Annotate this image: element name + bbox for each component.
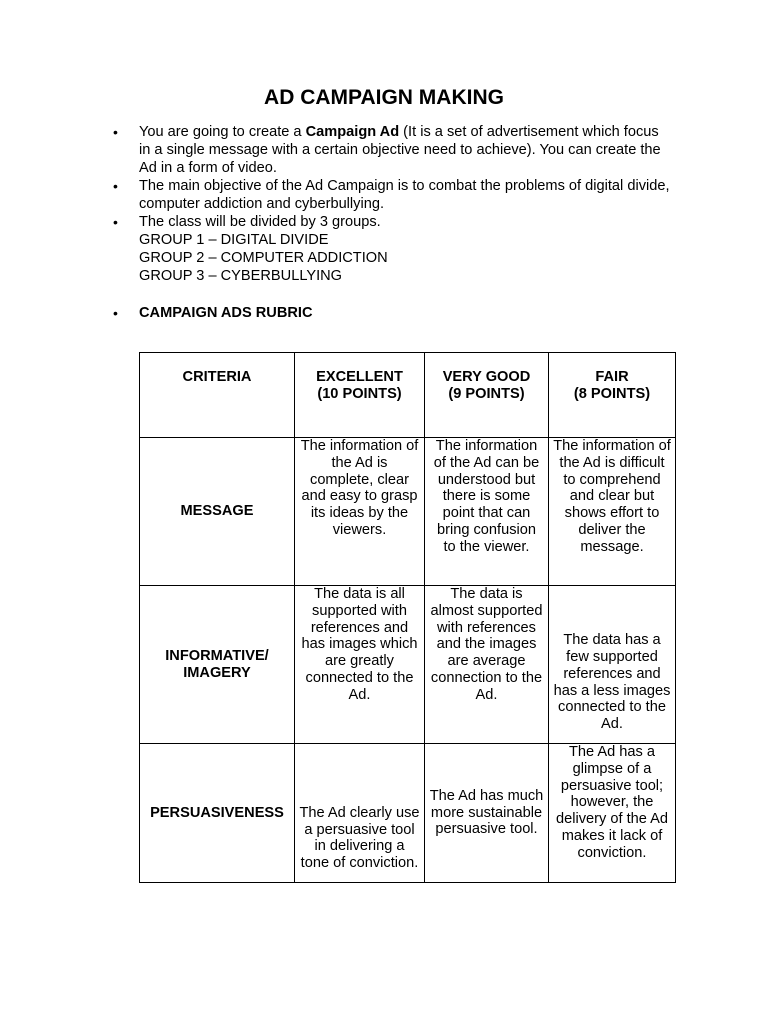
criteria-persuasiveness: PERSUASIVENESS	[140, 744, 295, 883]
rubric-heading-text: CAMPAIGN ADS RUBRIC	[139, 305, 313, 321]
table-row	[140, 438, 676, 586]
page-title: AD CAMPAIGN MAKING	[264, 86, 504, 109]
cell-excellent: The data is all supported with references and has images which are greatly connected to the Ad.	[295, 586, 425, 744]
bullet-text-3: The class will be divided by 3 groups.	[139, 214, 381, 230]
header-very-good: VERY GOOD (9 POINTS)	[425, 353, 549, 438]
group-1: GROUP 1 – DIGITAL DIVIDE	[139, 232, 329, 248]
bullet-icon: •	[113, 178, 118, 194]
cell-very-good: The Ad has much more sustainable persuasive tool.	[425, 744, 549, 883]
bullet-text-2: The main objective of the Ad Campaign is to combat the problems of digital divide, computer addiction and cyberbullying.	[139, 178, 670, 212]
bullet-icon: •	[113, 214, 118, 230]
cell-excellent: The information of the Ad is complete, clear and easy to grasp its ideas by the viewers.	[295, 438, 425, 586]
header-fair: FAIR (8 POINTS)	[549, 353, 676, 438]
list-item	[113, 213, 673, 285]
list-item	[113, 177, 673, 213]
bullet-icon: •	[113, 124, 118, 140]
header-criteria: CRITERIA	[140, 353, 295, 438]
list-item	[113, 123, 673, 177]
header-excellent: EXCELLENT (10 POINTS)	[295, 353, 425, 438]
criteria-informative-imagery: INFORMATIVE/ IMAGERY	[140, 586, 295, 744]
cell-very-good: The information of the Ad can be understood but there is some point that can bring confusion to the viewer.	[425, 438, 549, 586]
cell-excellent: The Ad clearly use a persuasive tool in delivering a tone of conviction.	[295, 744, 425, 883]
cell-very-good: The data is almost supported with references and the images are average connection to the Ad.	[425, 586, 549, 744]
bullet-text-1a: You are going to create a	[139, 124, 306, 140]
bullet-icon: •	[113, 305, 118, 321]
rubric-heading	[113, 304, 313, 322]
cell-fair: The information of the Ad is difficult to comprehend and clear but shows effort to deliver the message.	[549, 438, 676, 586]
table-row	[140, 586, 676, 744]
rubric-table	[139, 352, 676, 883]
group-3: GROUP 3 – CYBERBULLYING	[139, 268, 343, 284]
cell-fair: The data has a few supported references and has a less images connected to the Ad.	[549, 586, 676, 744]
table-row	[140, 744, 676, 883]
bullet-text-1-bold: Campaign Ad	[305, 124, 400, 140]
bullet-text-1b: (It is a set of advertisement which focus in a single message with a certain objective need to achieve). You can create the Ad in a form of video.	[139, 124, 661, 176]
table-header-row	[140, 353, 676, 438]
criteria-message: MESSAGE	[140, 438, 295, 586]
cell-fair: The Ad has a glimpse of a persuasive tool; however, the delivery of the Ad makes it lack of conviction.	[549, 744, 676, 883]
group-2: GROUP 2 – COMPUTER ADDICTION	[139, 250, 388, 266]
instruction-list	[113, 123, 673, 285]
